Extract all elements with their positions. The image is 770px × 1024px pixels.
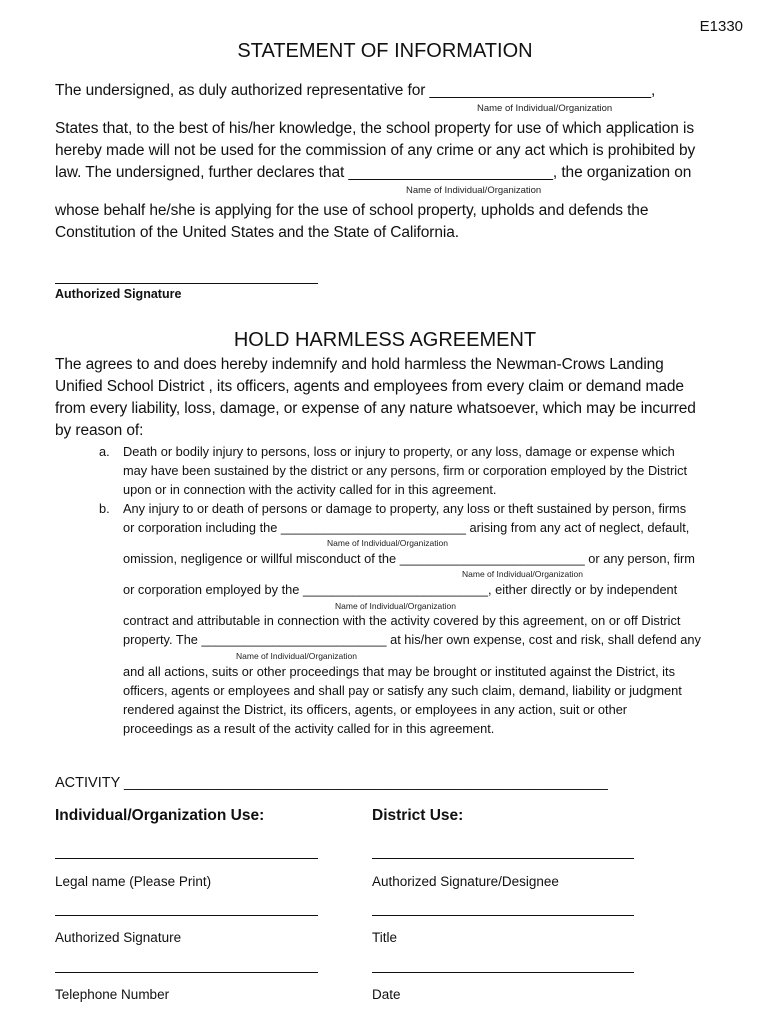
district-signature-label: Authorized Signature/Designee: [372, 874, 559, 889]
district-use-heading: District Use:: [372, 807, 464, 824]
item-b-line-9: rendered against the District, its officers, agents, or employees in any action, suit or other: [123, 702, 628, 717]
item-a-line-3: upon or in connection with the activity called for in this agreement.: [123, 482, 497, 497]
item-b-line-7: and all actions, suits or other proceedings that may be brought or instituted against the District, its: [123, 664, 675, 679]
title-line[interactable]: [372, 915, 634, 916]
item-a-line-2: may have been sustained by the district or any persons, firm or corporation employed by the District: [123, 463, 688, 478]
statement-line-1: The undersigned, as duly authorized representative for __________________________,: [55, 82, 656, 99]
date-line[interactable]: [372, 972, 634, 973]
statement-line-2: States that, to the best of his/her knowledge, the school property for use of which application is: [55, 120, 694, 137]
statement-line-6: Constitution of the United States and the State of California.: [55, 224, 459, 241]
name-caption: Name of Individual/Organization: [462, 569, 583, 579]
item-b-line-3: omission, negligence or willful misconduct of the __________________________ or any person, firm: [123, 551, 695, 566]
statement-title: STATEMENT OF INFORMATION: [237, 40, 533, 62]
item-a-line-1: Death or bodily injury to persons, loss or injury to property, or any loss, damage or expense which: [123, 444, 675, 459]
item-b-line-10: proceedings as a result of the activity called for in this agreement.: [123, 721, 495, 736]
list-marker-b: b.: [99, 501, 110, 516]
district-signature-line[interactable]: [372, 858, 634, 859]
item-b-line-1: Any injury to or death of persons or damage to property, any loss or theft sustained by person, firms: [123, 501, 687, 516]
date-label: Date: [372, 987, 401, 1002]
name-caption: Name of Individual/Organization: [477, 103, 613, 114]
title-label: Title: [372, 930, 398, 945]
item-b-line-2: or corporation including the __________________________ arising from any act of neglect, default,: [123, 520, 690, 535]
item-b-line-5: contract and attributable in connection with the activity covered by this agreement, on or off District: [123, 613, 681, 628]
hold-harmless-title: HOLD HARMLESS AGREEMENT: [233, 329, 537, 351]
statement-line-3: hereby made will not be used for the commission of any crime or any act which is prohibited by: [55, 142, 696, 159]
name-caption: Name of Individual/Organization: [335, 601, 456, 611]
item-b-line-4: or corporation employed by the __________________________, either directly or by independent: [123, 582, 678, 597]
item-b-line-8: officers, agents or employees and shall pay or satisfy any such claim, demand, liability or judgment: [123, 683, 682, 698]
statement-line-5: whose behalf he/she is applying for the use of school property, upholds and defends the: [55, 202, 649, 219]
name-caption: Name of Individual/Organization: [236, 651, 357, 661]
form-id: E1330: [699, 18, 743, 35]
telephone-line[interactable]: [55, 972, 318, 973]
individual-signature-label: Authorized Signature: [55, 930, 182, 945]
individual-use-heading: Individual/Organization Use:: [55, 807, 265, 824]
hold-harmless-line-2: Unified School District , its officers, agents and employees from every claim or demand made: [55, 378, 684, 395]
hold-harmless-line-1: The agrees to and does hereby indemnify and hold harmless the Newman-Crows Landing: [55, 356, 664, 373]
activity-field[interactable]: ACTIVITY ____________________________________________________________: [55, 775, 608, 791]
telephone-label: Telephone Number: [55, 987, 170, 1002]
name-caption: Name of Individual/Organization: [406, 185, 542, 196]
name-caption: Name of Individual/Organization: [327, 538, 448, 548]
list-marker-a: a.: [99, 444, 110, 459]
authorized-signature-label: Authorized Signature: [55, 287, 182, 301]
legal-name-label: Legal name (Please Print): [55, 874, 212, 889]
legal-name-line[interactable]: [55, 858, 318, 859]
item-b-line-6: property. The __________________________ at his/her own expense, cost and risk, shall defend any: [123, 632, 701, 647]
statement-line-4: law. The undersigned, further declares that ________________________, the organization on: [55, 164, 692, 181]
hold-harmless-line-4: by reason of:: [55, 422, 144, 439]
signature-line[interactable]: [55, 283, 318, 284]
individual-signature-line[interactable]: [55, 915, 318, 916]
hold-harmless-line-3: from every liability, loss, damage, or expense of any nature whatsoever, which may be incurred: [55, 400, 696, 417]
